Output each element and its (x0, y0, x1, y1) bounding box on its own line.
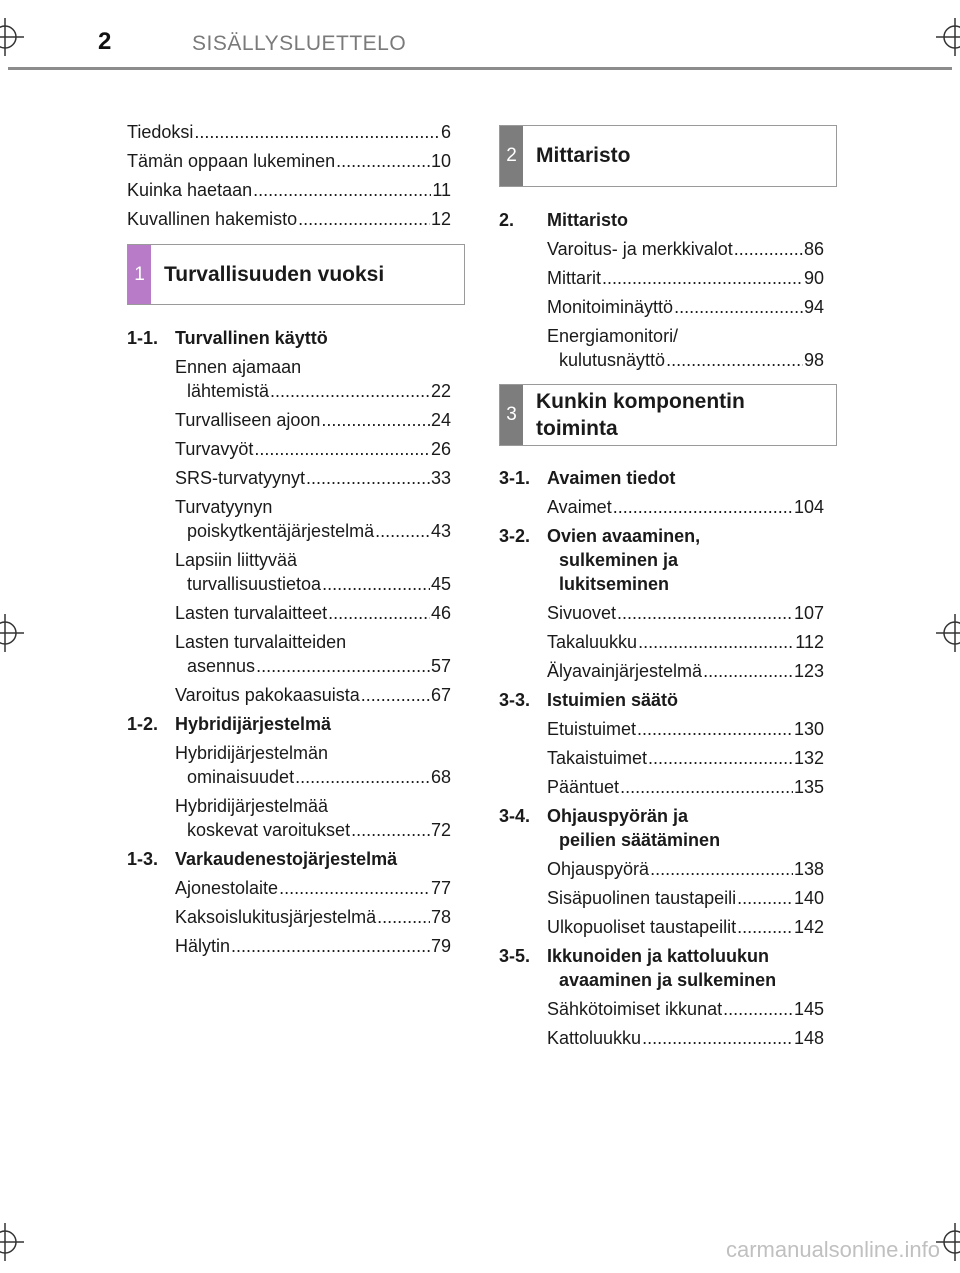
toc-entry-page: 26 (430, 439, 451, 459)
chapter-2-contents (499, 208, 824, 377)
toc-entry-page: 43 (430, 521, 451, 541)
section-number: 3-5. (499, 946, 531, 966)
section-number: 1-3. (127, 849, 159, 869)
page-number: 2 (98, 28, 112, 55)
toc-entry-title-line1: Turvatyynyn (175, 497, 273, 517)
toc-entry-title-line1: Hybridijärjestelmää (175, 796, 329, 816)
toc-entry-title: Kattoluukku (547, 1028, 642, 1048)
section-title: Varkaudenestojärjestelmä (175, 849, 398, 869)
chapter-1-contents (127, 326, 451, 963)
toc-entry-title: Turvavyöt (175, 439, 254, 459)
toc-section-heading[interactable] (499, 688, 824, 712)
leader-dots (321, 408, 430, 432)
leader-dots (650, 857, 793, 881)
toc-entry-title: SRS-turvatyynyt (175, 468, 306, 488)
toc-entry-page: 68 (430, 767, 451, 787)
leader-dots (377, 905, 430, 929)
toc-entry[interactable] (127, 437, 451, 461)
toc-entry[interactable] (499, 775, 824, 799)
toc-entry-page: 140 (793, 888, 824, 908)
toc-entry-title-line2: poiskytkentäjärjestelmä (187, 521, 375, 541)
toc-entry-title: Avaimet (547, 497, 612, 517)
toc-entry[interactable] (127, 149, 451, 173)
toc-entry-page: 24 (430, 410, 451, 430)
toc-entry[interactable] (499, 601, 824, 625)
toc-entry[interactable] (499, 1026, 824, 1050)
leader-dots (602, 266, 803, 290)
header-divider (8, 67, 952, 70)
toc-entry-title-line2: lähtemistä (187, 381, 270, 401)
toc-entry-page: 90 (803, 268, 824, 288)
toc-entry-title: Kaksoislukitusjärjestelmä (175, 907, 377, 927)
toc-entry-title: Varoitus- ja merkkivalot (547, 239, 733, 259)
chapter-3-title-line1: Kunkin komponentin (536, 390, 745, 413)
toc-entry-page: 78 (430, 907, 451, 927)
toc-entry-page: 98 (803, 350, 824, 370)
section-title: Ovien avaaminen, (547, 526, 701, 546)
toc-entry-page: 142 (793, 917, 824, 937)
leader-dots (254, 437, 430, 461)
section-number: 1-1. (127, 328, 159, 348)
leader-dots (361, 683, 430, 707)
toc-entry-title: Hälytin (175, 936, 231, 956)
section-number: 3-3. (499, 690, 531, 710)
leader-dots (351, 818, 430, 842)
toc-section-heading[interactable] (127, 326, 451, 350)
section-title: Mittaristo (547, 210, 628, 230)
toc-entry[interactable] (127, 466, 451, 490)
toc-entry[interactable] (127, 207, 451, 231)
toc-entry[interactable] (127, 408, 451, 432)
leader-dots (674, 295, 803, 319)
toc-entry-page: 45 (430, 574, 451, 594)
chapter-1-tab: 1 (128, 245, 151, 304)
section-number: 2. (499, 210, 515, 230)
registration-mark-icon (0, 18, 24, 56)
toc-entry[interactable] (127, 495, 451, 543)
leader-dots (617, 601, 793, 625)
leader-dots (734, 237, 803, 261)
toc-section-heading[interactable] (127, 712, 451, 736)
leader-dots (298, 207, 430, 231)
toc-entry[interactable] (127, 905, 451, 929)
toc-entry[interactable] (127, 934, 451, 958)
leader-dots (336, 149, 430, 173)
toc-entry-page: 67 (430, 685, 451, 705)
leader-dots (270, 379, 430, 403)
toc-entry[interactable] (499, 237, 824, 261)
leader-dots (295, 765, 430, 789)
toc-entry-title: Turvalliseen ajoon (175, 410, 321, 430)
toc-entry-page: 148 (793, 1028, 824, 1048)
section-number: 3-2. (499, 526, 531, 546)
toc-entry-title: Ohjauspyörä (547, 859, 650, 879)
chapter-2-header[interactable] (499, 125, 837, 187)
leader-dots (613, 495, 793, 519)
toc-entry[interactable] (127, 355, 451, 403)
toc-entry-page: 11 (432, 180, 451, 200)
registration-mark-icon (0, 1223, 24, 1261)
toc-entry-title: Kuvallinen hakemisto (127, 209, 298, 229)
toc-entry-page: 104 (793, 497, 824, 517)
toc-section-heading[interactable] (499, 466, 824, 490)
leader-dots (279, 876, 430, 900)
toc-entry-page: 138 (793, 859, 824, 879)
toc-entry[interactable] (499, 746, 824, 770)
leader-dots (666, 348, 803, 372)
chapter-2-tab: 2 (500, 126, 523, 186)
toc-entry-title-line2: ominaisuudet (187, 767, 295, 787)
toc-entry-title: Mittarit (547, 268, 601, 288)
leader-dots (253, 178, 431, 202)
toc-entry[interactable] (127, 601, 451, 625)
toc-entry-title: Pääntuet (547, 777, 620, 797)
chapter-1-title: Turvallisuuden vuoksi (164, 263, 385, 286)
toc-entry-page: 79 (430, 936, 451, 956)
section-number: 1-2. (127, 714, 159, 734)
toc-left-column (127, 120, 451, 236)
toc-entry-page: 112 (795, 632, 824, 652)
chapter-3-contents (499, 466, 824, 1055)
section-title: Istuimien säätö (547, 690, 679, 710)
section-title: Turvallinen käyttö (175, 328, 328, 348)
toc-entry-title-line1: Ennen ajamaan (175, 357, 302, 377)
toc-entry[interactable] (127, 683, 451, 707)
registration-mark-icon (936, 18, 960, 56)
toc-section-heading[interactable] (499, 944, 824, 992)
toc-entry[interactable] (499, 886, 824, 910)
toc-entry-page: 107 (793, 603, 824, 623)
leader-dots (648, 746, 793, 770)
toc-entry-title: Varoitus pakokaasuista (175, 685, 360, 705)
leader-dots (723, 997, 793, 1021)
toc-entry-title: Sisäpuolinen taustapeili (547, 888, 737, 908)
section-title-continued: avaaminen ja sulkeminen (559, 970, 777, 990)
toc-entry-title: Kuinka haetaan (127, 180, 253, 200)
toc-entry-page: 72 (430, 820, 451, 840)
toc-entry-title: Sivuovet (547, 603, 617, 623)
toc-entry[interactable] (127, 794, 451, 842)
chapter-3-header[interactable] (499, 384, 837, 446)
section-title: Hybridijärjestelmä (175, 714, 332, 734)
toc-entry-title: Lasten turvalaitteet (175, 603, 328, 623)
toc-entry-title-line1: Energiamonitori/ (547, 326, 679, 346)
leader-dots (194, 120, 440, 144)
toc-entry-title: Älyavainjärjestelmä (547, 661, 703, 681)
chapter-1-header[interactable] (127, 244, 465, 305)
toc-entry-page: 33 (430, 468, 451, 488)
section-number: 3-4. (499, 806, 531, 826)
chapter-3-title-line2: toiminta (536, 417, 618, 440)
chapter-3-tab: 3 (500, 385, 523, 445)
toc-entry-title: Tiedoksi (127, 122, 194, 142)
leader-dots (322, 572, 430, 596)
toc-entry-title-line1: Lasten turvalaitteiden (175, 632, 347, 652)
toc-entry-page: 77 (430, 878, 451, 898)
toc-entry[interactable] (127, 630, 451, 678)
toc-entry[interactable] (127, 548, 451, 596)
section-number: 3-1. (499, 468, 531, 488)
leader-dots (638, 630, 794, 654)
leader-dots (328, 601, 430, 625)
leader-dots (642, 1026, 793, 1050)
toc-section-heading[interactable] (499, 524, 824, 596)
leader-dots (703, 659, 793, 683)
leader-dots (306, 466, 430, 490)
leader-dots (737, 886, 793, 910)
toc-entry-title: Etuistuimet (547, 719, 637, 739)
leader-dots (620, 775, 793, 799)
chapter-3-title (536, 388, 828, 442)
toc-entry-title-line1: Hybridijärjestelmän (175, 743, 329, 763)
toc-entry[interactable] (499, 717, 824, 741)
toc-entry-title-line1: Lapsiin liittyvää (175, 550, 298, 570)
toc-entry-page: 6 (440, 122, 451, 142)
toc-entry-title-line2: asennus (187, 656, 256, 676)
leader-dots (737, 915, 793, 939)
registration-mark-icon (0, 614, 24, 652)
toc-entry-title: Monitoiminäyttö (547, 297, 674, 317)
toc-entry-page: 94 (803, 297, 824, 317)
toc-entry[interactable] (127, 178, 451, 202)
chapter-2-title: Mittaristo (536, 144, 631, 167)
toc-entry[interactable] (499, 324, 824, 372)
toc-entry[interactable] (127, 741, 451, 789)
toc-entry[interactable] (499, 295, 824, 319)
toc-entry-title: Ulkopuoliset taustapeilit (547, 917, 737, 937)
section-title-continued: peilien säätäminen (559, 830, 721, 850)
toc-entry-title-line2: kulutusnäyttö (559, 350, 666, 370)
toc-entry[interactable] (499, 630, 824, 654)
toc-entry-page: 145 (793, 999, 824, 1019)
leader-dots (231, 934, 430, 958)
toc-entry[interactable] (499, 659, 824, 683)
toc-entry-title: Takaistuimet (547, 748, 648, 768)
toc-entry-page: 123 (793, 661, 824, 681)
toc-entry[interactable] (499, 915, 824, 939)
toc-entry-page: 130 (793, 719, 824, 739)
toc-entry[interactable] (499, 997, 824, 1021)
toc-entry[interactable] (499, 266, 824, 290)
toc-section-heading[interactable] (127, 847, 451, 871)
toc-entry-title-line2: koskevat varoitukset (187, 820, 351, 840)
toc-entry[interactable] (499, 495, 824, 519)
toc-section-heading[interactable] (499, 804, 824, 852)
section-title-continued: lukitseminen (559, 574, 670, 594)
toc-entry-title: Takaluukku (547, 632, 638, 652)
toc-section-heading[interactable] (499, 208, 824, 232)
section-title-continued: sulkeminen ja (559, 550, 679, 570)
toc-entry[interactable] (127, 120, 451, 144)
section-title: Ikkunoiden ja kattoluukun (547, 946, 770, 966)
toc-entry-title: Tämän oppaan lukeminen (127, 151, 336, 171)
toc-entry-page: 57 (430, 656, 451, 676)
leader-dots (375, 519, 430, 543)
toc-entry-page: 12 (430, 209, 451, 229)
toc-entry[interactable] (127, 876, 451, 900)
toc-entry-page: 46 (430, 603, 451, 623)
watermark-text: carmanualsonline.info (725, 1237, 940, 1262)
toc-entry-page: 132 (793, 748, 824, 768)
leader-dots (256, 654, 430, 678)
toc-entry-title-line2: turvallisuustietoa (187, 574, 322, 594)
toc-entry-title: Sähkötoimiset ikkunat (547, 999, 723, 1019)
toc-entry-title: Ajonestolaite (175, 878, 279, 898)
registration-mark-icon (936, 614, 960, 652)
leader-dots (637, 717, 793, 741)
toc-entry-page: 22 (430, 381, 451, 401)
toc-entry[interactable] (499, 857, 824, 881)
toc-entry-page: 86 (803, 239, 824, 259)
section-title: Avaimen tiedot (547, 468, 676, 488)
toc-entry-page: 135 (793, 777, 824, 797)
section-title: Ohjauspyörän ja (547, 806, 689, 826)
toc-entry-page: 10 (430, 151, 451, 171)
page-title: SISÄLLYSLUETTELO (192, 32, 407, 55)
